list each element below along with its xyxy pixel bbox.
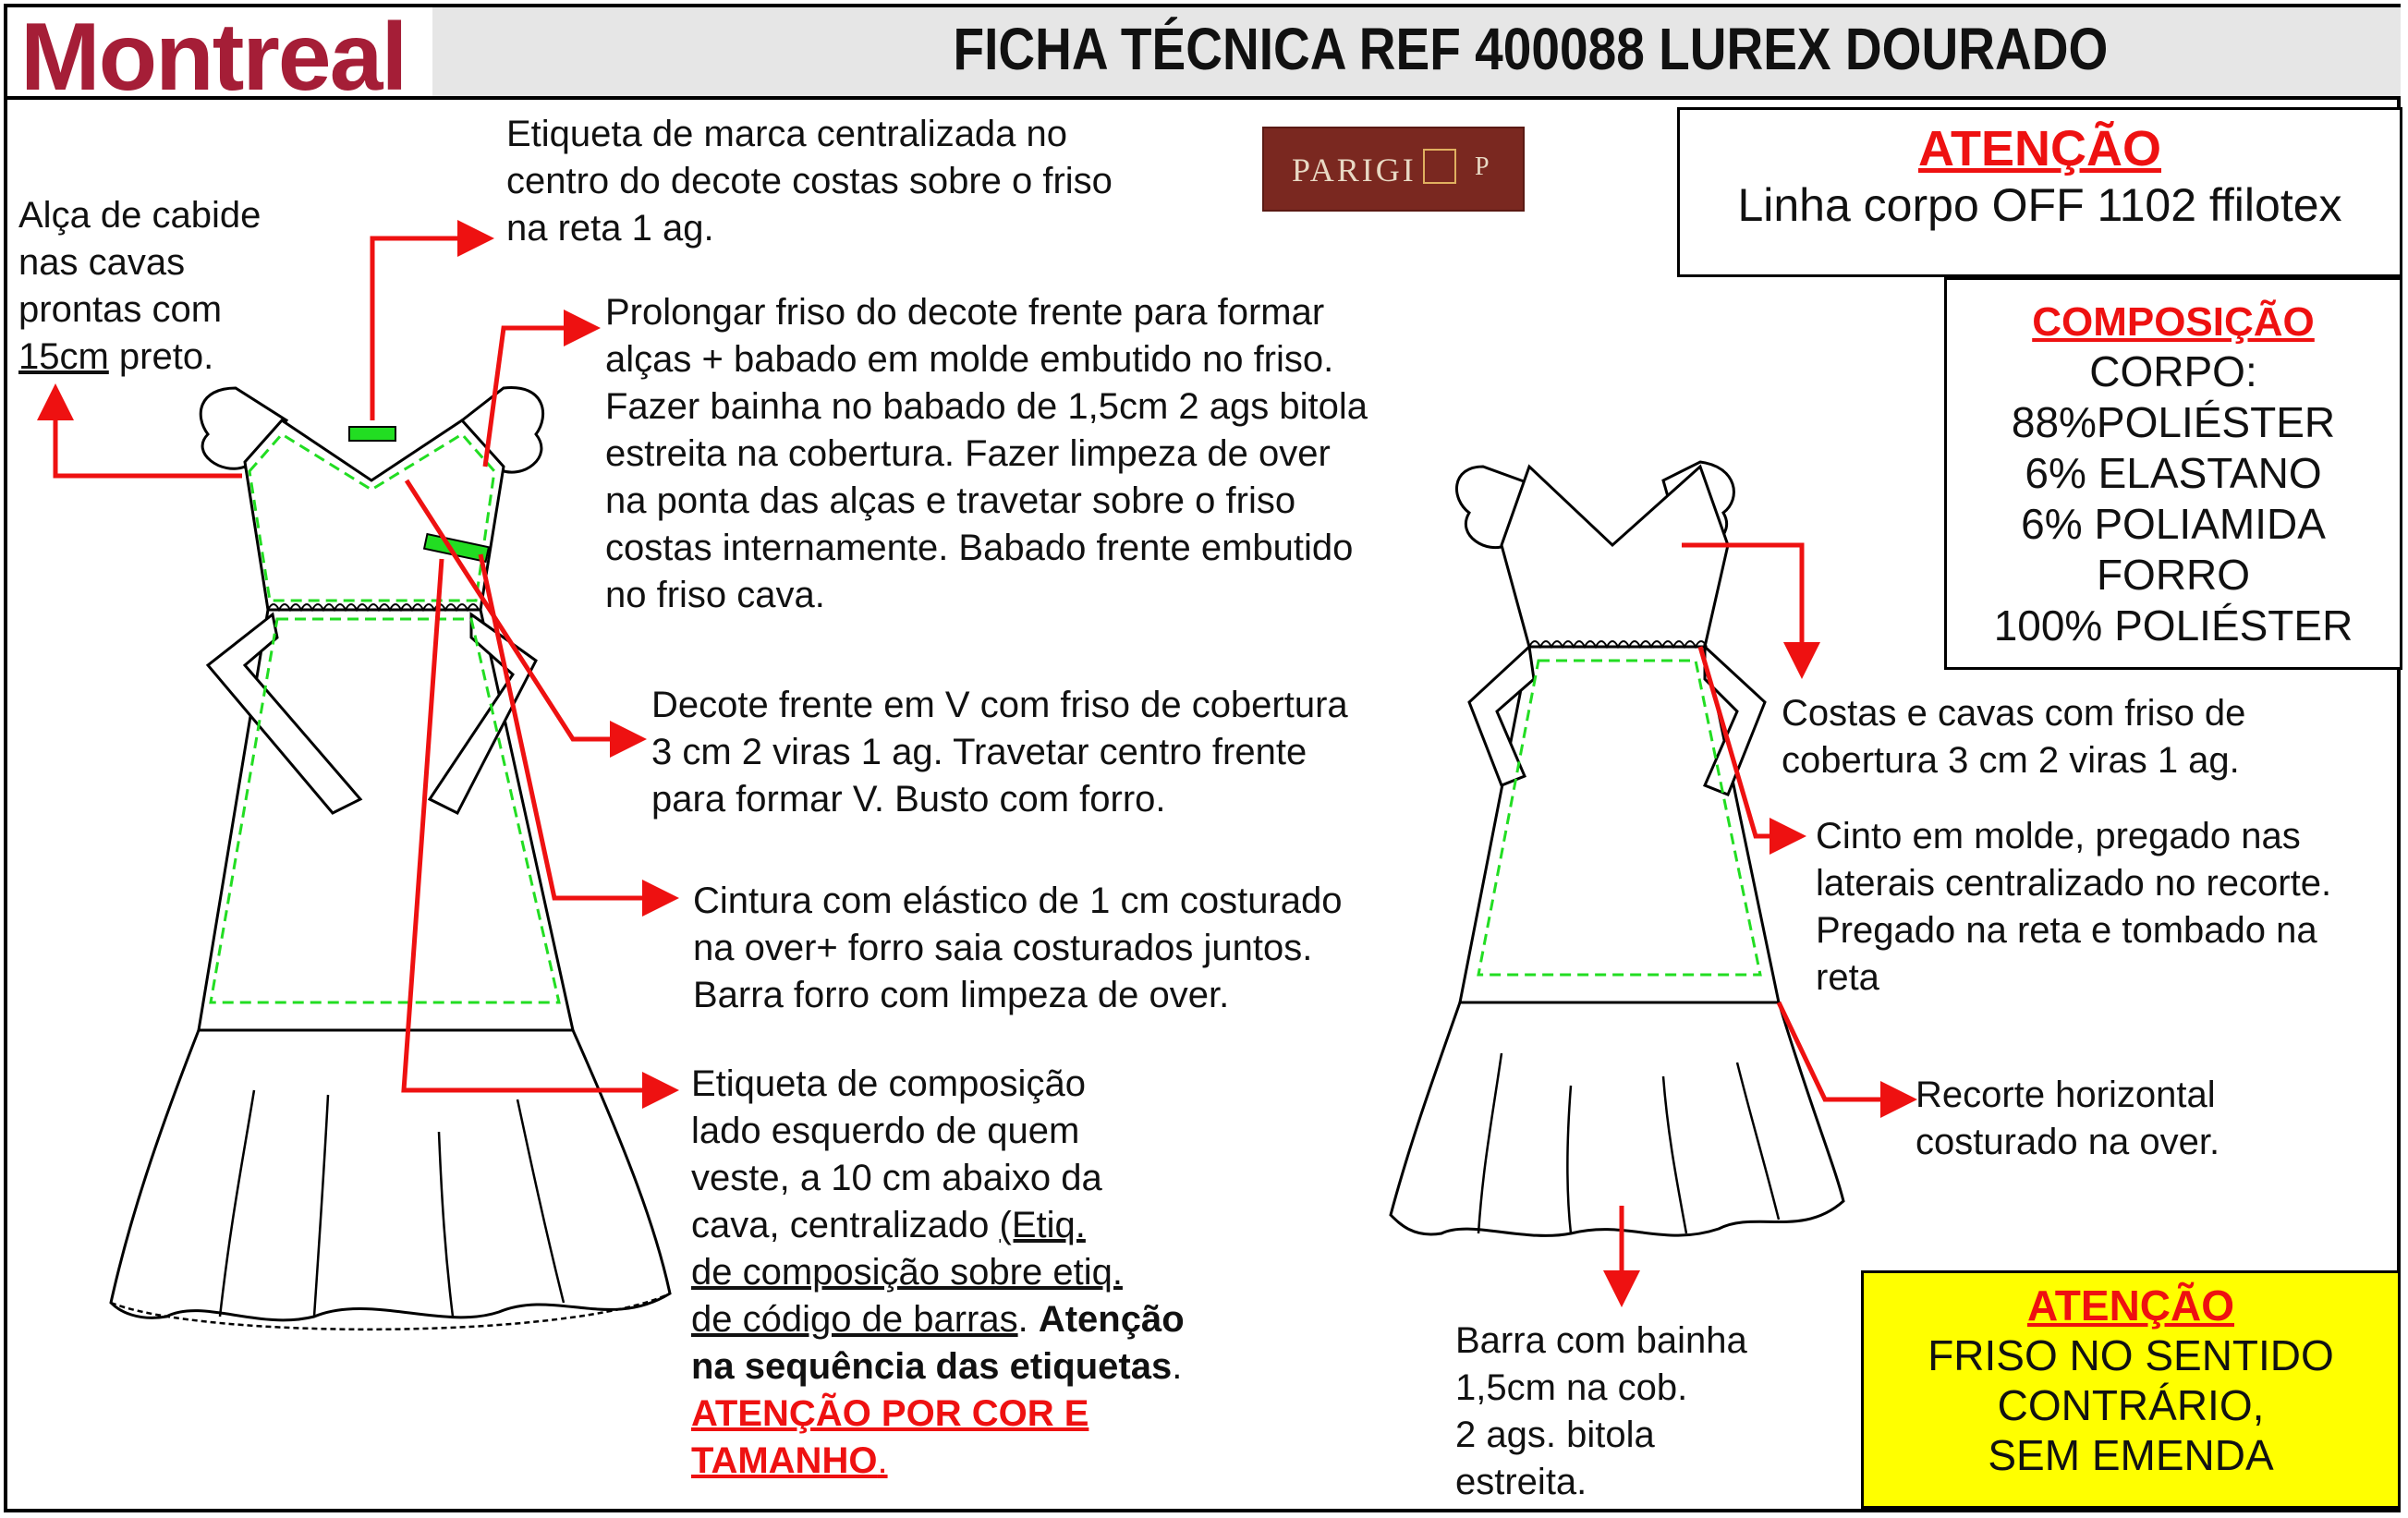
label-crest-icon bbox=[1423, 149, 1456, 184]
note-straps: Prolongar friso do decote frente para formar alças + babado em molde embutido no friso. Fazer bainha no babado de 1,5cm 2 ags bitola estreita na cobertura. Fazer limpeza de over na ponta das alças e travetar sobre o friso costas internamente. Babado frente embutido no friso cava. bbox=[605, 292, 1368, 615]
comp-label-period: . bbox=[1172, 1346, 1183, 1387]
note-seam: Recorte horizontal costurado na over. bbox=[1915, 1075, 2220, 1162]
note-hanger bbox=[18, 192, 261, 381]
composition-line: 6% ELASTANO bbox=[2025, 449, 2322, 497]
label-brand-text: PARIGI bbox=[1292, 152, 1417, 188]
comp-label-text: Etiqueta de composição lado esquerdo de quem veste, a 10 cm abaixo da cava, centralizado bbox=[691, 1063, 1102, 1245]
comp-label-warning-end: . bbox=[877, 1440, 888, 1481]
note-waist: Cintura com elástico de 1 cm costurado na over+ forro saia costurados juntos. Barra forro com limpeza de over. bbox=[693, 880, 1343, 1015]
warning-line: FRISO NO SENTIDO bbox=[1928, 1331, 2334, 1379]
attention-text: Linha corpo OFF 1102 ffilotex bbox=[1737, 179, 2342, 231]
warning-title: ATENÇÃO bbox=[2026, 1281, 2235, 1330]
arrow-brand-label bbox=[372, 238, 485, 420]
page-title: FICHA TÉCNICA REF 400088 LUREX DOURADO bbox=[953, 16, 2109, 82]
composition-line: 6% POLIAMIDA bbox=[2021, 500, 2326, 548]
composition-line: 88%POLIÉSTER bbox=[2011, 398, 2336, 446]
brand-logo: Montreal bbox=[20, 4, 407, 111]
comp-label-sep: . bbox=[1017, 1299, 1039, 1340]
front-dress-sketch bbox=[111, 388, 670, 1320]
back-bodice bbox=[1502, 467, 1728, 647]
brand-label-sample bbox=[1262, 127, 1525, 212]
note-hem: Barra com bainha 1,5cm na cob. 2 ags. bitola estreita. bbox=[1455, 1320, 1747, 1502]
note-hanger-length: 15cm bbox=[18, 336, 109, 377]
label-size-text: P bbox=[1475, 152, 1490, 181]
note-neckline: Decote frente em V com friso de cobertura 3 cm 2 viras 1 ag. Travetar centro frente para formar V. Busto com forro. bbox=[651, 685, 1348, 820]
front-bodice bbox=[245, 420, 504, 610]
note-brand-label: Etiqueta de marca centralizada no centro do decote costas sobre o friso na reta 1 ag. bbox=[506, 114, 1113, 249]
composition-box bbox=[1944, 277, 2402, 670]
composition-line: CORPO: bbox=[2089, 347, 2257, 395]
comp-label-warning: ATENÇÃO POR COR E TAMANHO bbox=[691, 1393, 1089, 1481]
brand-label-marker bbox=[349, 427, 395, 441]
back-skirt-flounce bbox=[1391, 1002, 1843, 1235]
attention-title: ATENÇÃO bbox=[1918, 121, 2161, 176]
composition-title: COMPOSIÇÃO bbox=[2032, 299, 2315, 345]
warning-line: SEM EMENDA bbox=[1988, 1431, 2274, 1479]
note-back: Costas e cavas com friso de cobertura 3 cm 2 viras 1 ag. bbox=[1782, 693, 2246, 781]
comp-label-sequence: Atenção na sequência das etiquetas bbox=[691, 1299, 1185, 1387]
comp-label-detail: (Etiq. de composição sobre etiq. de código de barras bbox=[691, 1205, 1123, 1340]
note-hanger-text: Alça de cabide nas cavas prontas com bbox=[18, 195, 261, 330]
note-hanger-color: preto. bbox=[108, 336, 214, 377]
composition-line: FORRO bbox=[2096, 551, 2251, 599]
warning-box bbox=[1861, 1270, 2401, 1509]
composition-line: 100% POLIÉSTER bbox=[1993, 601, 2353, 650]
warning-line: CONTRÁRIO, bbox=[1997, 1381, 2265, 1429]
back-dress-sketch bbox=[1391, 462, 1843, 1235]
attention-box bbox=[1677, 107, 2402, 277]
note-composition-label bbox=[691, 1061, 1185, 1485]
front-skirt-flounce bbox=[111, 1030, 670, 1320]
note-belt: Cinto em molde, pregado nas laterais centralizado no recorte. Pregado na reta e tombado na reta bbox=[1816, 816, 2332, 998]
